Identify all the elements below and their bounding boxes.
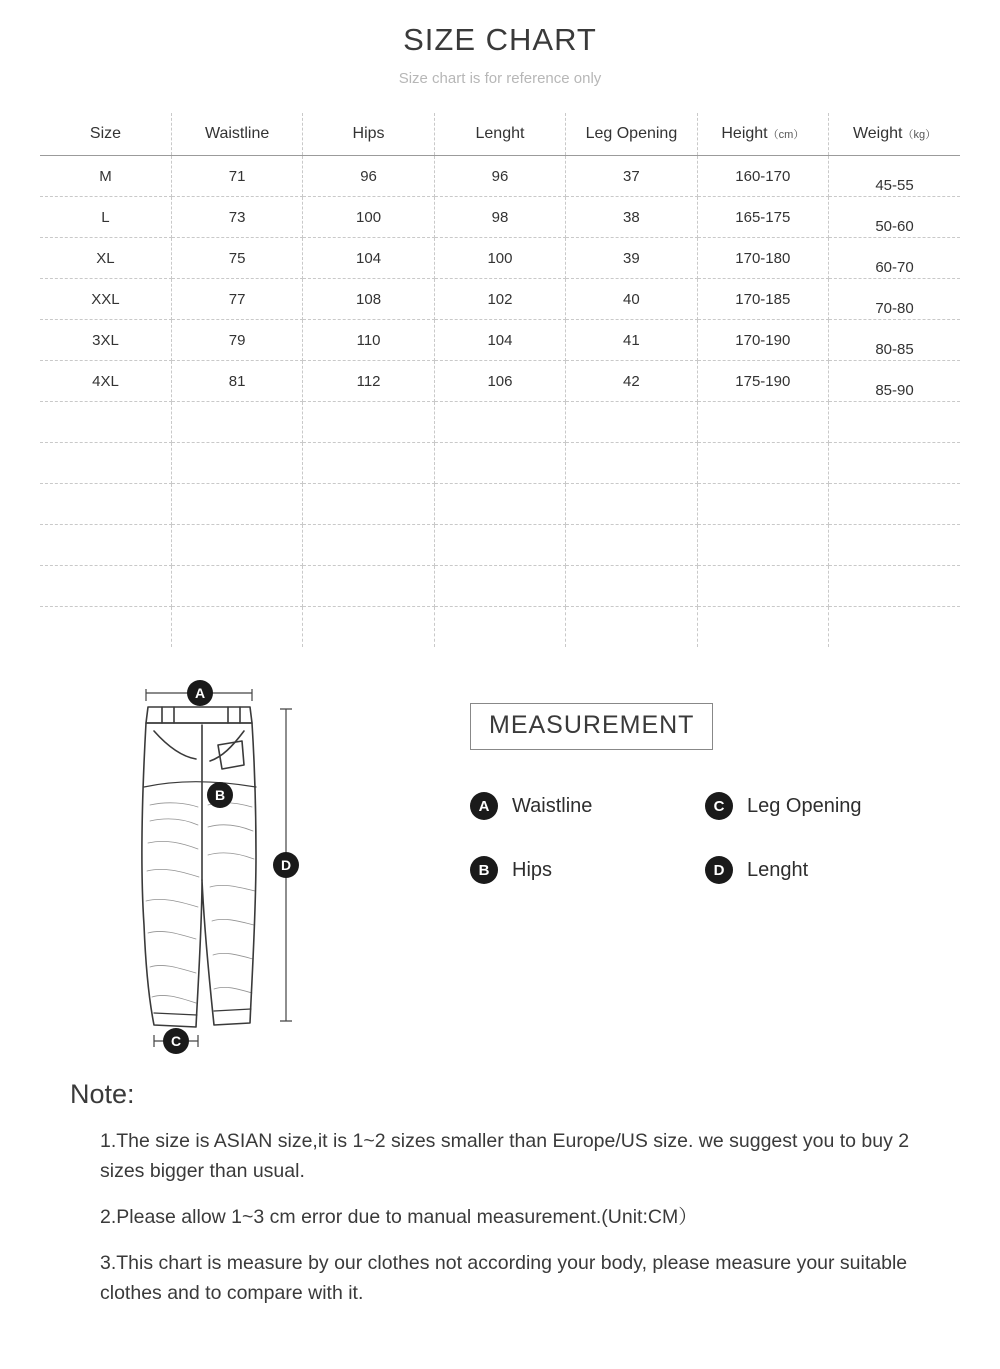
cell-empty: [171, 484, 302, 525]
cell-empty: [566, 566, 697, 607]
badge-a-icon: A: [470, 792, 498, 820]
badge-b-icon: B: [470, 856, 498, 884]
table-body: [40, 156, 960, 648]
cell-hips: 110: [303, 320, 434, 361]
svg-text:D: D: [280, 857, 292, 873]
cell-weight: 50-60: [829, 197, 960, 238]
cell-hips: 104: [303, 238, 434, 279]
page-subtitle: Size chart is for reference only: [398, 70, 602, 87]
cell-size: L: [40, 197, 171, 238]
table-row-empty: [40, 525, 960, 566]
table-row-empty: [40, 607, 960, 648]
measurement-label: Leg Opening: [747, 794, 862, 817]
svg-text:B: B: [214, 787, 226, 803]
cell-weight: 60-70: [829, 238, 960, 279]
cell-height: 160-170: [697, 156, 828, 197]
cell-empty: [434, 566, 565, 607]
table-row: [40, 197, 960, 238]
cell-weight: 85-90: [829, 361, 960, 402]
cell-height: 170-185: [697, 279, 828, 320]
cell-size: M: [40, 156, 171, 197]
cell-hips: 108: [303, 279, 434, 320]
measurement-title: MEASUREMENT: [470, 703, 713, 750]
cell-empty: [829, 525, 960, 566]
cell-height: 175-190: [697, 361, 828, 402]
cell-empty: [566, 402, 697, 443]
cell-height: 170-180: [697, 238, 828, 279]
cell-size: XXL: [40, 279, 171, 320]
cell-waistline: 75: [171, 238, 302, 279]
table-row-empty: [40, 443, 960, 484]
cell-leg_opening: 42: [566, 361, 697, 402]
table-row: [40, 156, 960, 197]
table-row-empty: [40, 484, 960, 525]
cell-empty: [40, 402, 171, 443]
cell-empty: [303, 607, 434, 648]
cell-weight: 80-85: [829, 320, 960, 361]
size-chart-table-wrapper: [40, 113, 960, 647]
size-chart-table: [40, 113, 960, 647]
cell-height: 170-190: [697, 320, 828, 361]
cell-empty: [171, 443, 302, 484]
column-unit: （cm）: [767, 129, 805, 141]
cell-empty: [566, 525, 697, 566]
cell-empty: [171, 525, 302, 566]
cell-empty: [303, 566, 434, 607]
cell-empty: [40, 566, 171, 607]
notes-list: [70, 1126, 940, 1308]
cell-empty: [434, 443, 565, 484]
cell-leg_opening: 41: [566, 320, 697, 361]
measurement-item-b: [470, 856, 705, 884]
cell-waistline: 73: [171, 197, 302, 238]
cell-empty: [303, 443, 434, 484]
cell-hips: 112: [303, 361, 434, 402]
cell-empty: [303, 525, 434, 566]
cell-empty: [829, 484, 960, 525]
marker-c: [163, 1028, 189, 1054]
cell-waistline: 77: [171, 279, 302, 320]
cell-size: 3XL: [40, 320, 171, 361]
note-line-3: 3.This chart is measure by our clothes not according your body, please measure your suitable clothes and to compare with it.: [100, 1252, 908, 1304]
marker-a: [187, 680, 213, 706]
cell-leg_opening: 38: [566, 197, 697, 238]
cell-empty: [40, 484, 171, 525]
cell-size: 4XL: [40, 361, 171, 402]
cell-waistline: 71: [171, 156, 302, 197]
cell-lenght: 104: [434, 320, 565, 361]
cell-empty: [697, 566, 828, 607]
note-line-2: 2.Please allow 1~3 cm error due to manual measurement.(Unit:CM）: [100, 1206, 698, 1228]
cell-empty: [566, 443, 697, 484]
marker-d: [273, 852, 299, 878]
cell-empty: [40, 443, 171, 484]
cell-leg_opening: 37: [566, 156, 697, 197]
table-row: [40, 320, 960, 361]
table-row-empty: [40, 402, 960, 443]
badge-c-icon: C: [705, 792, 733, 820]
column-header-height: Height（cm）: [697, 113, 828, 156]
cell-leg_opening: 40: [566, 279, 697, 320]
column-unit: （kg）: [902, 129, 937, 141]
cell-leg_opening: 39: [566, 238, 697, 279]
table-row: [40, 238, 960, 279]
column-header-waistline: Waistline: [171, 113, 302, 156]
cell-empty: [434, 607, 565, 648]
column-header-leg-opening: Leg Opening: [566, 113, 697, 156]
note-line-1: 1.The size is ASIAN size,it is 1~2 sizes smaller than Europe/US size. we suggest you to buy 2 sizes bigger than usual.: [100, 1130, 910, 1182]
cell-empty: [566, 607, 697, 648]
table-row: [40, 279, 960, 320]
badge-d-icon: D: [705, 856, 733, 884]
table-row-empty: [40, 566, 960, 607]
column-header-hips: Hips: [303, 113, 434, 156]
column-header-size: Size: [40, 113, 171, 156]
cell-empty: [829, 607, 960, 648]
table-row: [40, 361, 960, 402]
cell-empty: [434, 484, 565, 525]
cell-empty: [434, 402, 565, 443]
cell-empty: [434, 525, 565, 566]
measurement-label: Lenght: [747, 858, 809, 881]
cell-empty: [40, 607, 171, 648]
measurement-section: [0, 675, 1000, 1065]
pants-diagram: [110, 675, 430, 1055]
cell-weight: 70-80: [829, 279, 960, 320]
svg-text:A: A: [194, 685, 206, 701]
cell-empty: [171, 607, 302, 648]
measurement-legend: [470, 792, 940, 884]
measurement-label: Hips: [512, 858, 553, 881]
cell-empty: [40, 525, 171, 566]
notes-title: Note:: [70, 1079, 135, 1109]
measurement-item-a: [470, 792, 705, 820]
cell-lenght: 96: [434, 156, 565, 197]
table-header-row: [40, 113, 960, 156]
cell-weight: 45-55: [829, 156, 960, 197]
notes-section: [0, 1079, 1000, 1308]
measurement-item-d: [705, 856, 940, 884]
cell-height: 165-175: [697, 197, 828, 238]
cell-empty: [829, 566, 960, 607]
cell-empty: [566, 484, 697, 525]
cell-hips: 96: [303, 156, 434, 197]
cell-hips: 100: [303, 197, 434, 238]
cell-empty: [697, 484, 828, 525]
cell-empty: [829, 402, 960, 443]
cell-lenght: 100: [434, 238, 565, 279]
cell-empty: [303, 484, 434, 525]
measurement-item-c: [705, 792, 940, 820]
measurement-label: Waistline: [512, 794, 593, 817]
cell-lenght: 98: [434, 197, 565, 238]
cell-empty: [171, 566, 302, 607]
page-title: SIZE CHART: [403, 22, 597, 57]
column-header-weight: Weight（kg）: [829, 113, 960, 156]
measurement-panel: [470, 703, 940, 884]
cell-empty: [171, 402, 302, 443]
cell-empty: [697, 525, 828, 566]
cell-empty: [697, 607, 828, 648]
table-header: [40, 113, 960, 156]
marker-b: [207, 782, 233, 808]
cell-empty: [829, 443, 960, 484]
cell-empty: [303, 402, 434, 443]
svg-text:C: C: [170, 1033, 182, 1049]
cell-empty: [697, 443, 828, 484]
cell-lenght: 106: [434, 361, 565, 402]
cell-waistline: 79: [171, 320, 302, 361]
cell-waistline: 81: [171, 361, 302, 402]
cell-size: XL: [40, 238, 171, 279]
cell-empty: [697, 402, 828, 443]
column-header-lenght: Lenght: [434, 113, 565, 156]
cell-lenght: 102: [434, 279, 565, 320]
